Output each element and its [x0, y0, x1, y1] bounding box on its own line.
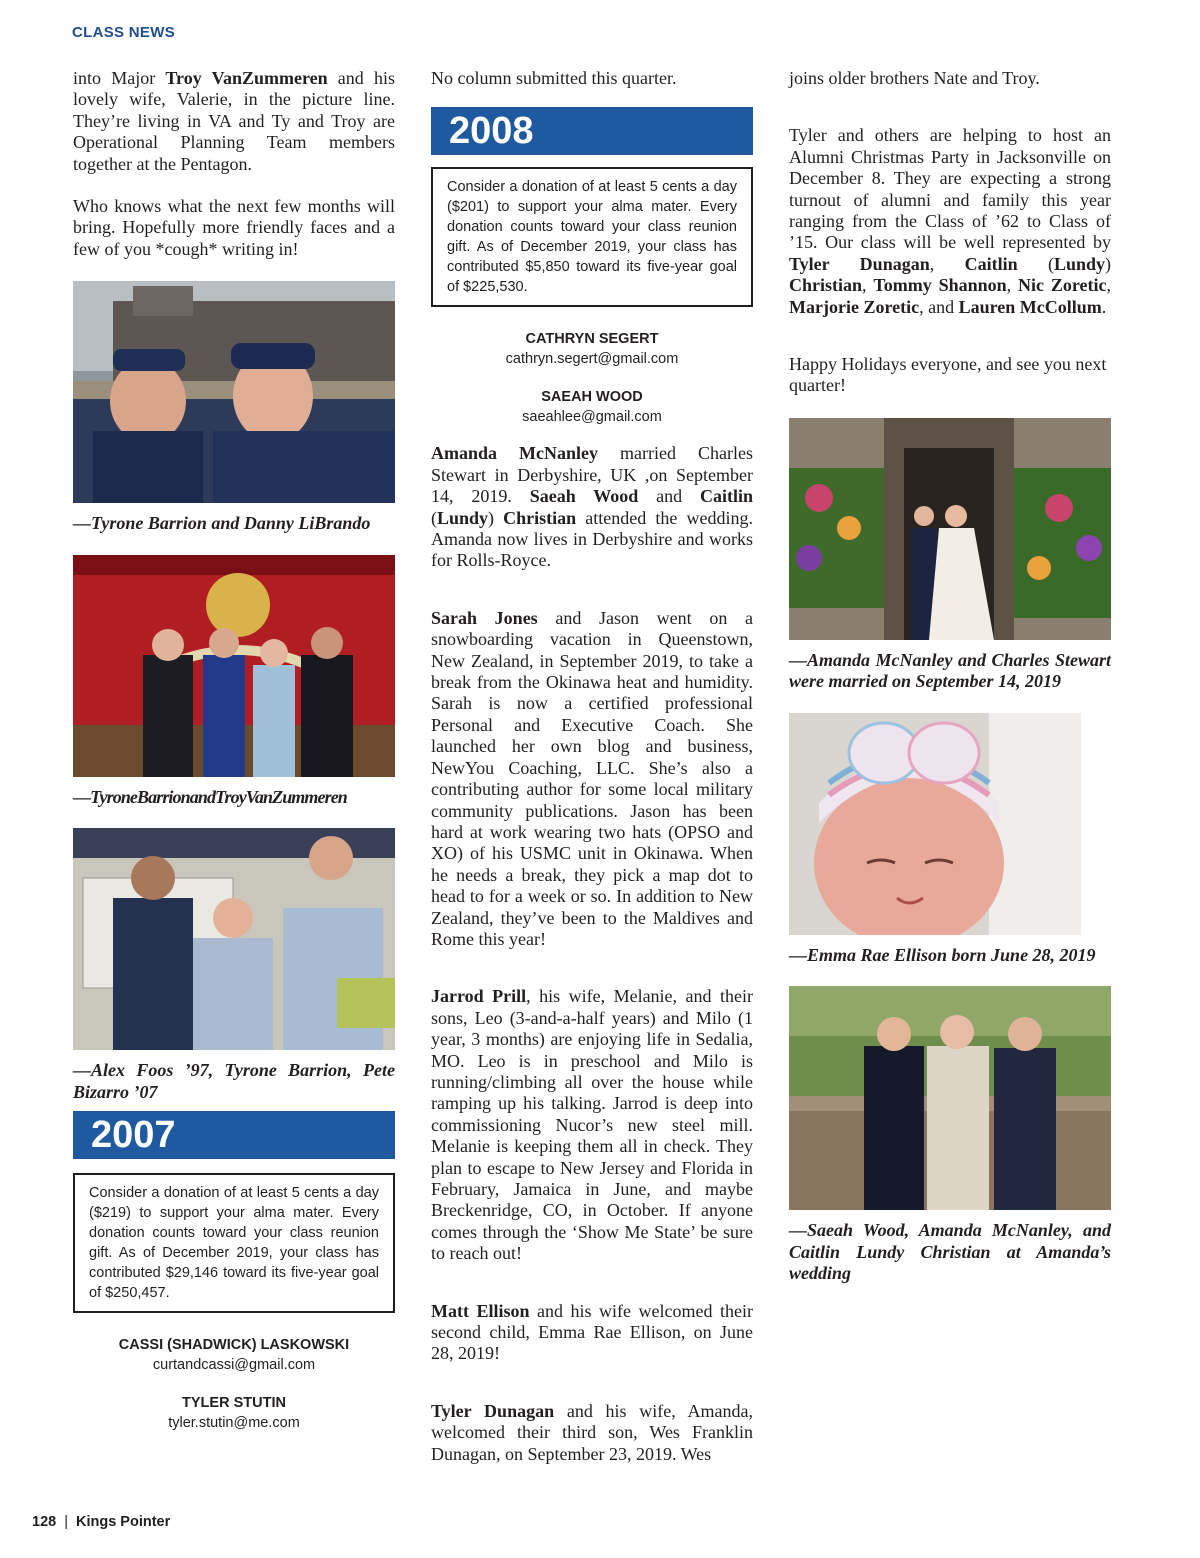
- text-run: .: [1101, 296, 1107, 317]
- photo-caption: —Emma Rae Ellison born June 28, 2019: [789, 944, 1096, 965]
- text-run: and Jason went on a snowboarding vacation in Queenstown, New Zealand, in September 2019, to take a break from the Okinawa heat and humidity. Sarah is now a certified professional Personal and Executive Coach. She launched her own blog and business, NewYou Coaching, LLC. She’s also a contributing author for some local military community publications. Jason has been hard at work wearing two hats (OPSO and XO) of his USMC unit in Okinawa. When he needs a break, they pick a map dot to head to for a week or so. In addition to New Zealand, they’ve been to the Maldives and Rome this year!: [431, 607, 754, 949]
- class-contacts: [73, 1335, 395, 1433]
- text-run: , his wife, Melanie, and their sons, Leo (3-and-a-half years) and Milo (1 year, 3 months) are enjoying life in Sedalia, MO. Leo is in preschool and Milo is running/climbing all over the house while ramping up his talking. Jarrod is deep into commissioning Nucor’s new steel mill. Melanie is keeping them all in check. They plan to escape to New Jersey and Florida in February, Jamaica in June, and maybe Breckenridge, CO, in October. If anyone comes through the ‘Show Me State’ be sure to reach out!: [431, 986, 753, 1264]
- text-run: and his lovely wife, Valerie, in the picture line. They’re living in VA and Ty and Troy are Operational Planning Team members together at the Pentagon.: [73, 68, 395, 174]
- text-run: ): [488, 507, 504, 528]
- person-name: Caitlin: [964, 253, 1018, 274]
- photo-caption: —TyroneBarrionandTroyVanZummeren: [73, 786, 347, 807]
- news-item-dunagan: [431, 1401, 753, 1465]
- contact-name: CASSI (SHADWICK) LASKOWSKI: [118, 1337, 350, 1354]
- column-2: [431, 68, 753, 1486]
- person-name: Lundy: [437, 507, 489, 528]
- person-name: Jarrod Prill: [431, 986, 527, 1007]
- photo-newborn: [789, 713, 1081, 935]
- photo-caption: —Amanda McNanley and Charles Stewart were married on September 14, 2019: [789, 649, 1111, 692]
- news-item-jones: [431, 608, 753, 951]
- page-number: 128: [32, 1514, 57, 1530]
- contact-email[interactable]: saeahlee@gmail.com: [522, 409, 662, 426]
- publication-name: Kings Pointer: [75, 1514, 171, 1530]
- person-name: Sarah Jones: [431, 607, 538, 628]
- photo-coast-guard: [73, 828, 395, 1050]
- paragraph: joins older brothers Nate and Troy.: [789, 68, 1040, 88]
- person-name: Troy VanZummeren: [165, 68, 328, 88]
- paragraph: Who knows what the next few months will bring. Hopefully more friendly faces and a few of you *cough* writing in!: [73, 196, 395, 259]
- text-run: (: [431, 507, 437, 528]
- text-run: ,: [929, 253, 965, 274]
- contact-email[interactable]: tyler.stutin@me.com: [168, 1415, 300, 1432]
- person-name: Tommy Shannon: [873, 275, 1007, 296]
- text-run: ): [1105, 253, 1111, 274]
- person-name: Matt Ellison: [431, 1300, 530, 1321]
- class-year-banner: 2007: [73, 1111, 395, 1159]
- contact-name: SAEAH WOOD: [541, 389, 643, 406]
- person-name: Amanda McNanley: [431, 443, 599, 464]
- page-footer: [32, 1514, 170, 1530]
- text-run: into Major: [73, 68, 166, 88]
- donation-box: Consider a donation of at least 5 cents a day ($219) to support your alma mater. Every donation counts toward your class reunion gift. As of December 2019, your class has contributed $29,146 toward its five-year goal of $250,457.: [73, 1173, 395, 1313]
- photo-wedding-guests: [789, 986, 1111, 1210]
- text-run: Tyler and others are helping to host an Alumni Christmas Party in Jacksonville on December 8. They are expecting a strong turnout of alumni and family this year ranging from the Class of ’62 to Class of ’15. Our class will be well represented by: [789, 125, 1111, 253]
- text-run: (: [1017, 253, 1054, 274]
- class-contacts: [431, 329, 753, 427]
- text-run: , and: [919, 296, 959, 317]
- news-item-mcnanley: [431, 443, 753, 571]
- person-name: Tyler Dunagan: [789, 253, 930, 274]
- photo-ship-selfie: [73, 281, 395, 503]
- footer-separator: |: [64, 1514, 68, 1530]
- photo-caption: —Tyrone Barrion and Danny LiBrando: [73, 513, 371, 534]
- person-name: Christian: [789, 275, 863, 296]
- section-label: CLASS NEWS: [72, 24, 176, 41]
- person-name: Caitlin: [699, 486, 753, 507]
- person-name: Lundy: [1053, 253, 1105, 274]
- text-run: ,: [1006, 275, 1018, 296]
- photo-wedding-doorway: [789, 418, 1111, 640]
- photo-marine-ball: [73, 555, 395, 777]
- news-item-prill: [431, 986, 753, 1264]
- text-run: and: [638, 486, 700, 507]
- text-run: ,: [862, 275, 874, 296]
- paragraph: No column submitted this quarter.: [431, 68, 677, 88]
- text-run: married Charles Stewart in Derbyshire, UK ,on September 14, 2019.: [431, 443, 753, 507]
- person-name: Tyler Dunagan: [431, 1400, 555, 1421]
- column-1: [73, 68, 395, 1433]
- photo-caption: —Alex Foos ’97, Tyrone Barrion, Pete Bizarro ’07: [73, 1060, 395, 1102]
- person-name: Nic Zoretic: [1018, 275, 1107, 296]
- photo-caption: —Saeah Wood, Amanda McNanley, and Caitlin Lundy Christian at Amanda’s wedding: [789, 1220, 1111, 1284]
- person-name: Christian: [503, 507, 577, 528]
- text-run: attended the wedding. Amanda now lives in Derbyshire and works for Rolls-Royce.: [431, 507, 753, 571]
- contact-email[interactable]: cathryn.segert@gmail.com: [505, 351, 679, 368]
- news-item-christmas-party: [789, 125, 1111, 318]
- person-name: Lauren McCollum: [958, 296, 1102, 317]
- contact-email[interactable]: curtandcassi@gmail.com: [152, 1357, 316, 1374]
- person-name: Saeah Wood: [529, 486, 639, 507]
- text-run: and his wife, Amanda, welcomed their third son, Wes Franklin Dunagan, on September 23, 2019. Wes: [431, 1400, 753, 1464]
- intro-paragraph: [73, 68, 395, 175]
- class-year-banner: 2008: [431, 107, 753, 155]
- column-3: [789, 68, 1111, 1305]
- news-item-ellison: [431, 1301, 753, 1365]
- text-run: and his wife welcomed their second child, Emma Rae Ellison, on June 28, 2019!: [431, 1300, 753, 1364]
- text-run: ,: [1106, 275, 1111, 296]
- person-name: Marjorie Zoretic: [789, 296, 920, 317]
- contact-name: TYLER STUTIN: [182, 1395, 286, 1412]
- paragraph: Happy Holidays everyone, and see you next quarter!: [789, 354, 1107, 396]
- contact-name: CATHRYN SEGERT: [525, 331, 659, 348]
- donation-box: Consider a donation of at least 5 cents a day ($201) to support your alma mater. Every donation counts toward your class reunion gift. As of December 2019, your class has contributed $5,850 toward its five-year goal of $225,530.: [431, 167, 753, 307]
